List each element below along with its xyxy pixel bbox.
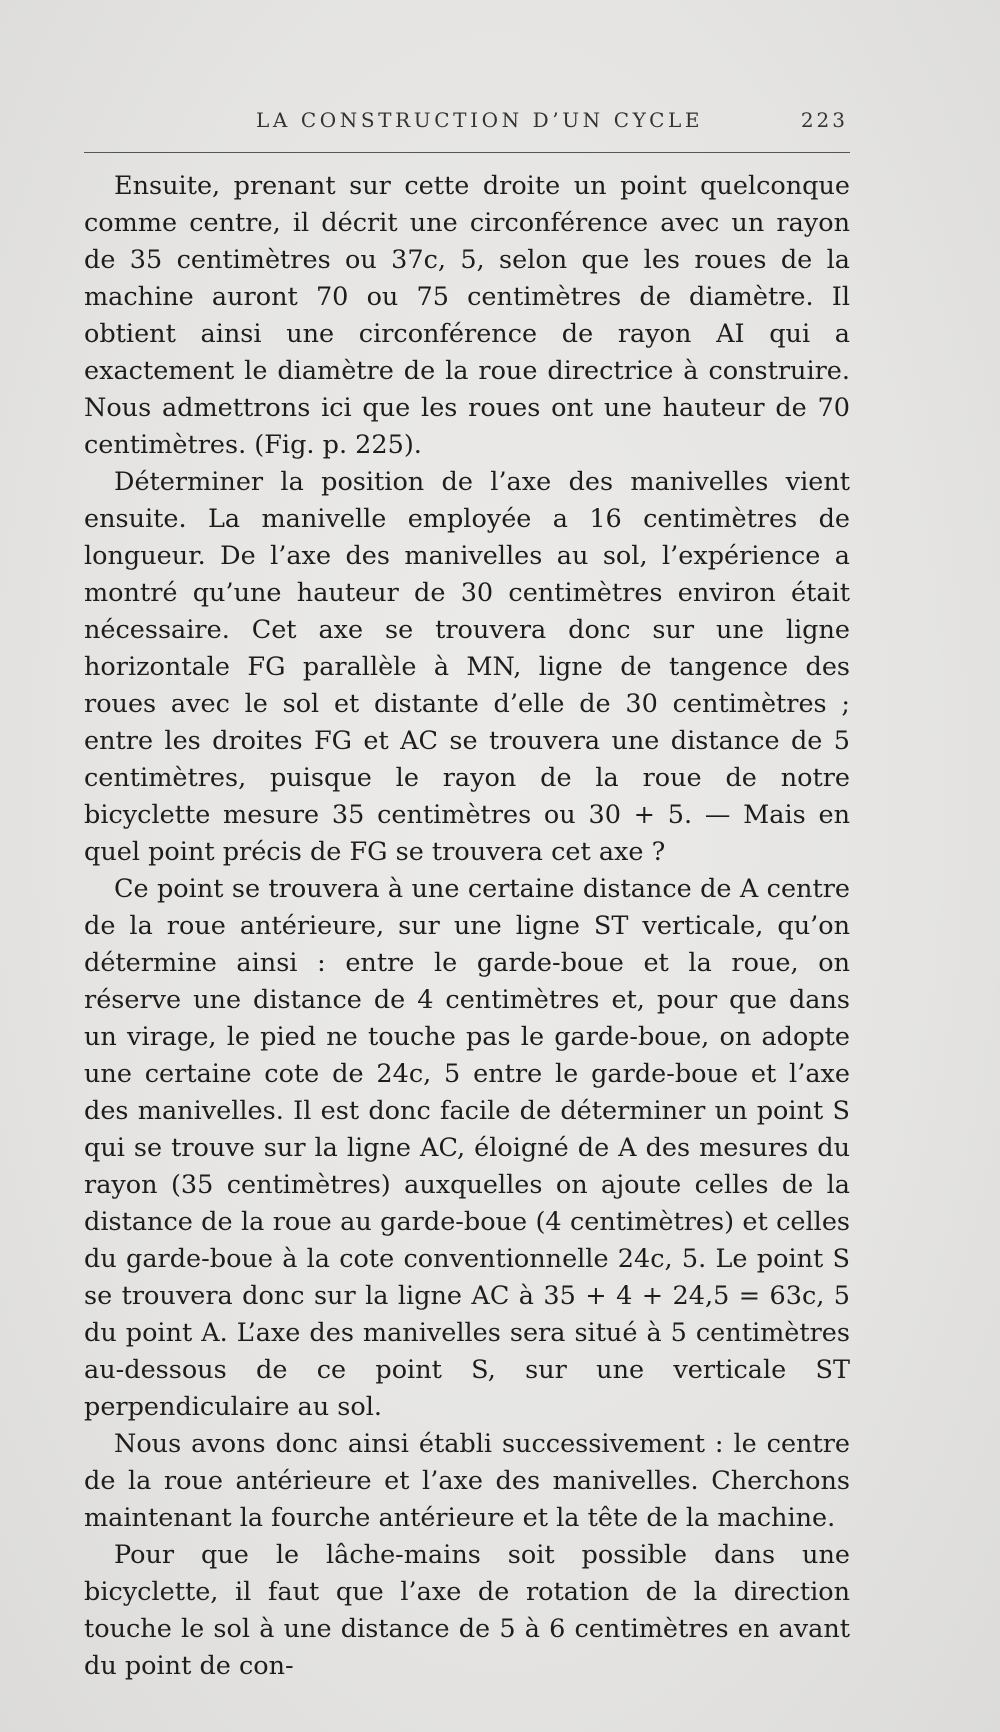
running-title: LA CONSTRUCTION D’UN CYCLE — [256, 108, 704, 132]
body-text — [84, 168, 850, 1685]
paragraph-4: Nous avons donc ainsi établi successivement : le centre de la roue antérieure et l’axe des manivelles. Cherchons maintenant la fourche antérieure et la tête de la machine. — [84, 1429, 850, 1533]
paragraph-3: Ce point se trouvera à une certaine distance de A centre de la roue antérieure, sur une ligne ST verticale, qu’on détermine ainsi : entre le garde-boue et la roue, on réserve une distance de 4 centimètres et, pour que dans un virage, le pied ne touche pas le garde-boue, on adopte une certaine cote de 24c, 5 entre le garde-boue et l’axe des manivelles. Il est donc facile de déterminer un point S qui se trouve sur la ligne AC, éloigné de A des mesures du rayon (35 centimètres) auxquelles on ajoute celles de la distance de la roue au garde-boue (4 centimètres) et celles du garde-boue à la cote conventionnelle 24c, 5. Le point S se trouvera donc sur la ligne AC à 35 + 4 + 24,5 = 63c, 5 du point A. L’axe des manivelles sera situé à 5 centimètres au-dessous de ce point S, sur une verticale ST perpendiculaire au sol. — [84, 874, 850, 1422]
running-head — [84, 108, 850, 144]
paragraph-2: Déterminer la position de l’axe des manivelles vient ensuite. La manivelle employée a 16 centimètres de longueur. De l’axe des manivelles au sol, l’expérience a montré qu’une hauteur de 30 centimètres environ était nécessaire. Cet axe se trouvera donc sur une ligne horizontale FG parallèle à MN, ligne de tangence des roues avec le sol et distante d’elle de 30 centimètres ; entre les droites FG et AC se trouvera une distance de 5 centimètres, puisque le rayon de la roue de notre bicyclette mesure 35 centimètres ou 30 + 5. — Mais en quel point précis de FG se trouvera cet axe ? — [84, 467, 850, 867]
page-number: 223 — [800, 108, 848, 132]
paragraph-1: Ensuite, prenant sur cette droite un point quelconque comme centre, il décrit une circonférence avec un rayon de 35 centimètres ou 37c, 5, selon que les roues de la machine auront 70 ou 75 centimètres de diamètre. Il obtient ainsi une circonférence de rayon AI qui a exactement le diamètre de la roue directrice à construire. Nous admettrons ici que les roues ont une hauteur de 70 centimètres. (Fig. p. 225). — [84, 171, 850, 460]
header-rule — [84, 152, 850, 153]
paragraph-5: Pour que le lâche-mains soit possible dans une bicyclette, il faut que l’axe de rotation de la direction touche le sol à une distance de 5 à 6 centimètres en avant du point de con- — [84, 1540, 850, 1681]
